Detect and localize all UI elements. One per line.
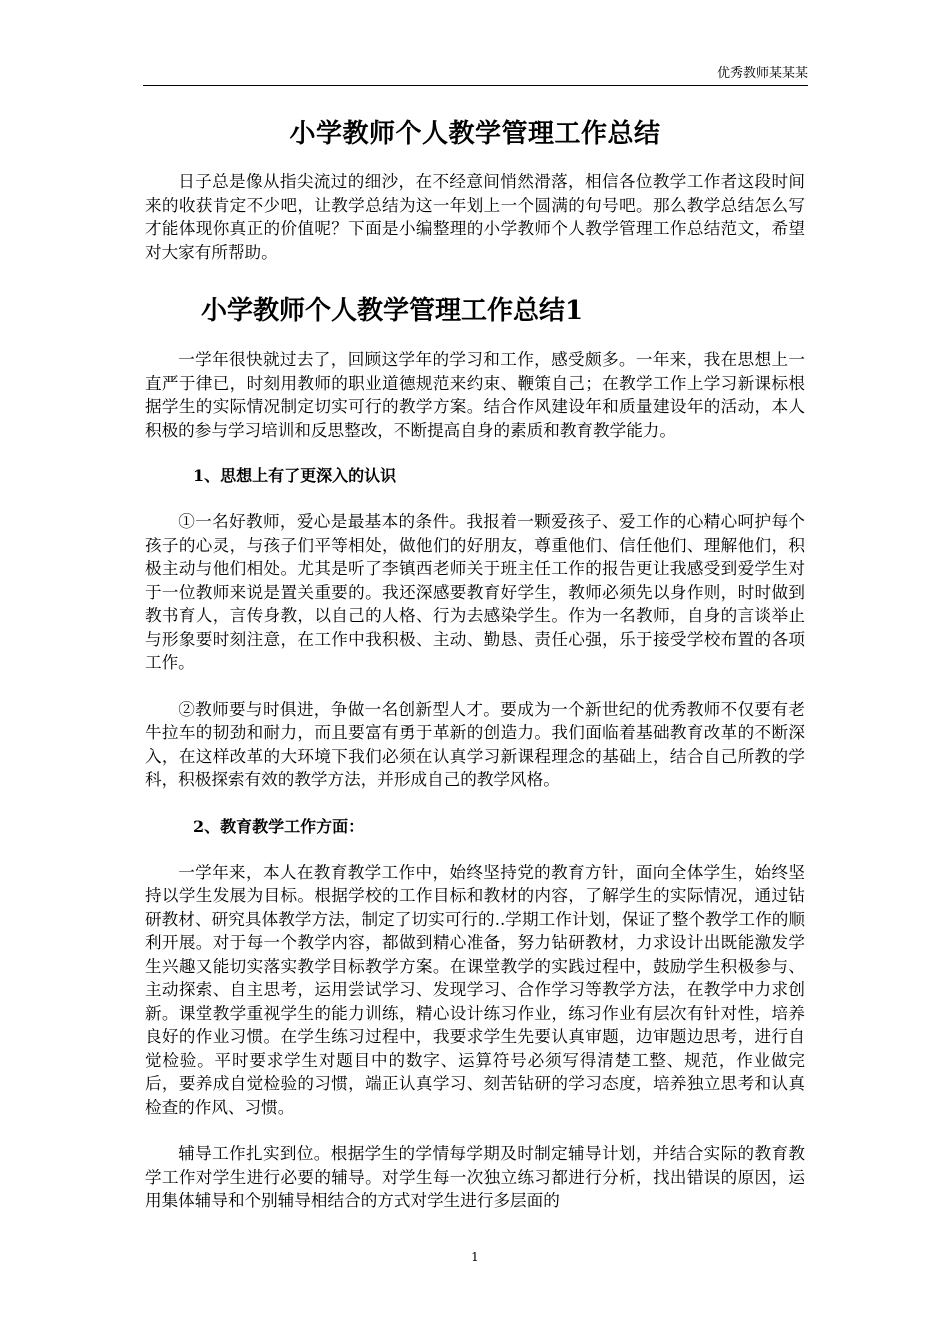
heading-2: 2、教育教学工作方面： — [193, 816, 365, 836]
paragraph-1: 一学年很快就过去了，回顾这学年的学习和工作，感受颇多。一年来，我在思想上一直严于律已，时刻用教师的职业道德规范来约束、鞭策自己；在教学工作上学习新课标根据学生的实际情况制定切实可行的教学方案。结合作风建设年和质量建设年的活动，本人积极的参与学习培训和反思整改，不断提高自身的素质和教育教学能力。 — [145, 350, 805, 440]
paragraph-4: 一学年来，本人在教育教学工作中，始终坚持党的教育方针，面向全体学生，始终坚持以学生发展为目标。根据学校的工作目标和教材的内容，了解学生的实际情况，通过钻研教材、研究具体教学方法，制定了切实可行的..学期工作计划，保证了整个教学工作的顺利开展。对于每一个教学内容，都做到精心准备，努力钻研教材，力求设计出既能激发学生兴趣又能切实落实教学目标教学方案。在课堂教学的实践过程中，鼓励学生积极参与、主动探索、自主思考，运用尝试学习、发现学习、合作学习等教学方法，在教学中力求创新。课堂教学重视学生的能力训练，精心设计练习作业，练习作业有层次有针对性，培养良好的作业习惯。在学生练习过程中，我要求学生先要认真审题，边审题边思考，进行自觉检验。平时要求学生对题目中的数字、运算符号必须写得清楚工整、规范，作业做完后，要养成自觉检验的习惯，端正认真学习、刻苦钻研的学习态度，培养独立思考和认真检查的作风、习惯。 — [145, 862, 805, 1117]
paragraph-5: 辅导工作扎实到位。根据学生的学情每学期及时制定辅导计划，并结合实际的教育教学工作对学生进行必要的辅导。对学生每一次独立练习都进行分析，找出错误的原因，运用集体辅导和个别辅导相结合的方式对学生进行多层面的 — [145, 1144, 805, 1210]
header-author: 优秀教师某某某 — [716, 66, 808, 81]
document-body — [145, 116, 805, 1213]
page-header — [143, 66, 808, 86]
page-number: 1 — [471, 1250, 479, 1264]
intro-paragraph: 日子总是像从指尖流过的细沙，在不经意间悄然滑落，相信各位教学工作者这段时间来的收获肯定不少吧，让教学总结为这一年划上一个圆满的句号吧。那么教学总结怎么写才能体现你真正的价值呢？下面是小编整理的小学教师个人教学管理工作总结范文，希望对大家有所帮助。 — [145, 172, 805, 262]
document-title: 小学教师个人教学管理工作总结 — [289, 119, 661, 149]
header-rule — [143, 85, 808, 86]
paragraph-2: ①一名好教师，爱心是最基本的条件。我报着一颗爱孩子、爱工作的心精心呵护每个孩子的心灵，与孩子们平等相处，做他们的好朋友，尊重他们、信任他们、理解他们，积极主动与他们相处。尤其是听了李镇西老师关于班主任工作的报告更让我感受到爱学生对于一位教师来说是置关重要的。我还深感要教育好学生，教师必须先以身作则，时时做到教书育人，言传身教，以自己的人格、行为去感染学生。作为一名教师，自身的言谈举止与形象要时刻注意，在工作中我积极、主动、勤恳、责任心强，乐于接受学校布置的各项工作。 — [145, 512, 805, 672]
section-title: 小学教师个人教学管理工作总结1 — [201, 296, 584, 326]
heading-1: 1、思想上有了更深入的认识 — [193, 466, 397, 485]
paragraph-3: ②教师要与时俱进，争做一名创新型人才。要成为一个新世纪的优秀教师不仅要有老牛拉车的韧劲和耐力，而且要富有勇于革新的创造力。我们面临着基础教育改革的不断深入，在这样改革的大环境下我们必须在认真学习新课程理念的基础上，结合自己所教的学科，积极探索有效的教学方法，并形成自己的教学风格。 — [145, 699, 805, 789]
